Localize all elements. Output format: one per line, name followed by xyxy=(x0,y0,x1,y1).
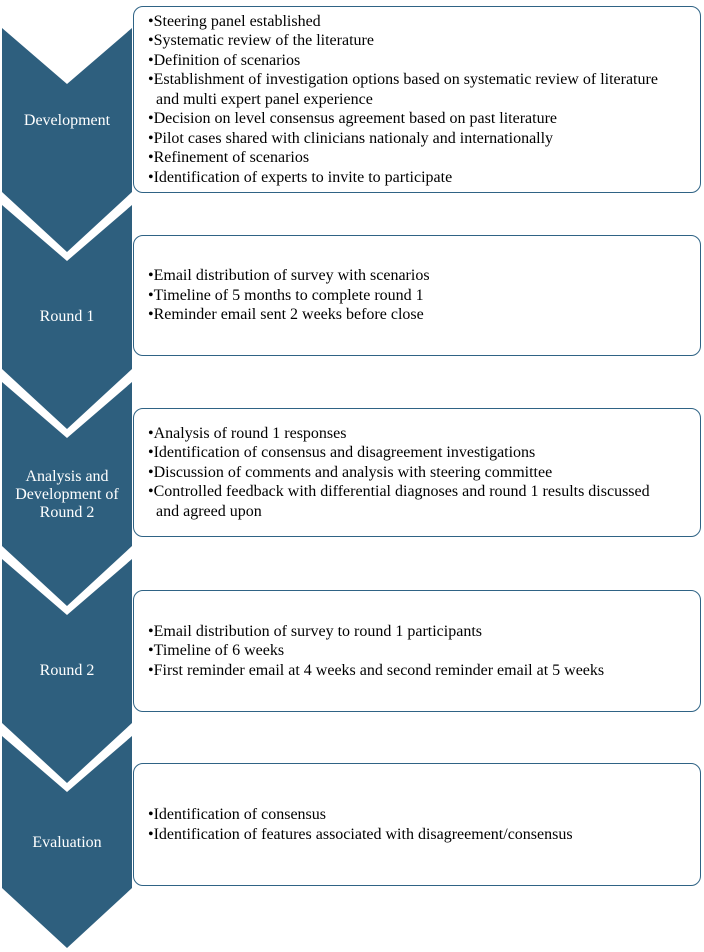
stage-box-round-2 xyxy=(133,590,701,712)
bullet-item: •Establishment of investigation options based on systematic review of literature and multi expert panel experience xyxy=(148,71,658,108)
bullet-item: •Decision on level consensus agreement based on past literature xyxy=(148,110,558,128)
bullet-item: •Timeline of 6 weeks xyxy=(148,642,285,660)
bullet-item: •Timeline of 5 months to complete round 1 xyxy=(148,286,424,304)
bullet-item: •Analysis of round 1 responses xyxy=(148,424,347,442)
stage-box-development xyxy=(133,6,701,193)
stage-label-analysis-round-2: Analysis and Development of Round 2 xyxy=(15,468,119,521)
chevron-arrow xyxy=(2,28,132,252)
stage-label-round-2: Round 2 xyxy=(39,662,95,679)
bullet-item: •Identification of consensus xyxy=(148,806,326,823)
bullet-item: •Refinement of scenarios xyxy=(148,149,310,167)
bullet-item: •Definition of scenarios xyxy=(148,51,301,69)
stage-box-analysis-round-2 xyxy=(133,408,701,537)
bullet-item: •Systematic review of the literature xyxy=(148,32,374,50)
bullet-item: •First reminder email at 4 weeks and second reminder email at 5 weeks xyxy=(148,661,605,679)
bullet-item: •Email distribution of survey to round 1 participants xyxy=(148,622,482,640)
stage-box-round-1 xyxy=(133,235,701,356)
bullet-item: •Identification of features associated with disagreement/consensus xyxy=(148,825,573,843)
bullet-item: •Controlled feedback with differential diagnoses and round 1 results discussed and agreed upon xyxy=(148,483,650,520)
bullet-list-development xyxy=(134,12,700,188)
stage-label-development: Development xyxy=(23,112,111,129)
bullet-list-round-2 xyxy=(134,622,700,681)
stage-label-round-1: Round 1 xyxy=(39,308,95,325)
bullet-list-analysis-round-2 xyxy=(134,424,700,522)
stage-label-evaluation: Evaluation xyxy=(32,834,102,851)
bullet-item: •Email distribution of survey with scenarios xyxy=(148,267,430,285)
bullet-item: •Reminder email sent 2 weeks before close xyxy=(148,306,424,324)
bullet-item: •Identification of experts to invite to participate xyxy=(148,168,453,186)
bullet-item: •Discussion of comments and analysis with steering committee xyxy=(148,463,553,481)
bullet-list-round-1 xyxy=(134,266,700,325)
stage-box-evaluation xyxy=(133,763,701,886)
bullet-item: •Pilot cases shared with clinicians nationaly and internationally xyxy=(148,129,554,147)
bullet-list-evaluation xyxy=(134,805,700,844)
bullet-item: •Identification of consensus and disagreement investigations xyxy=(148,444,536,462)
bullet-item: •Steering panel established xyxy=(148,12,321,30)
